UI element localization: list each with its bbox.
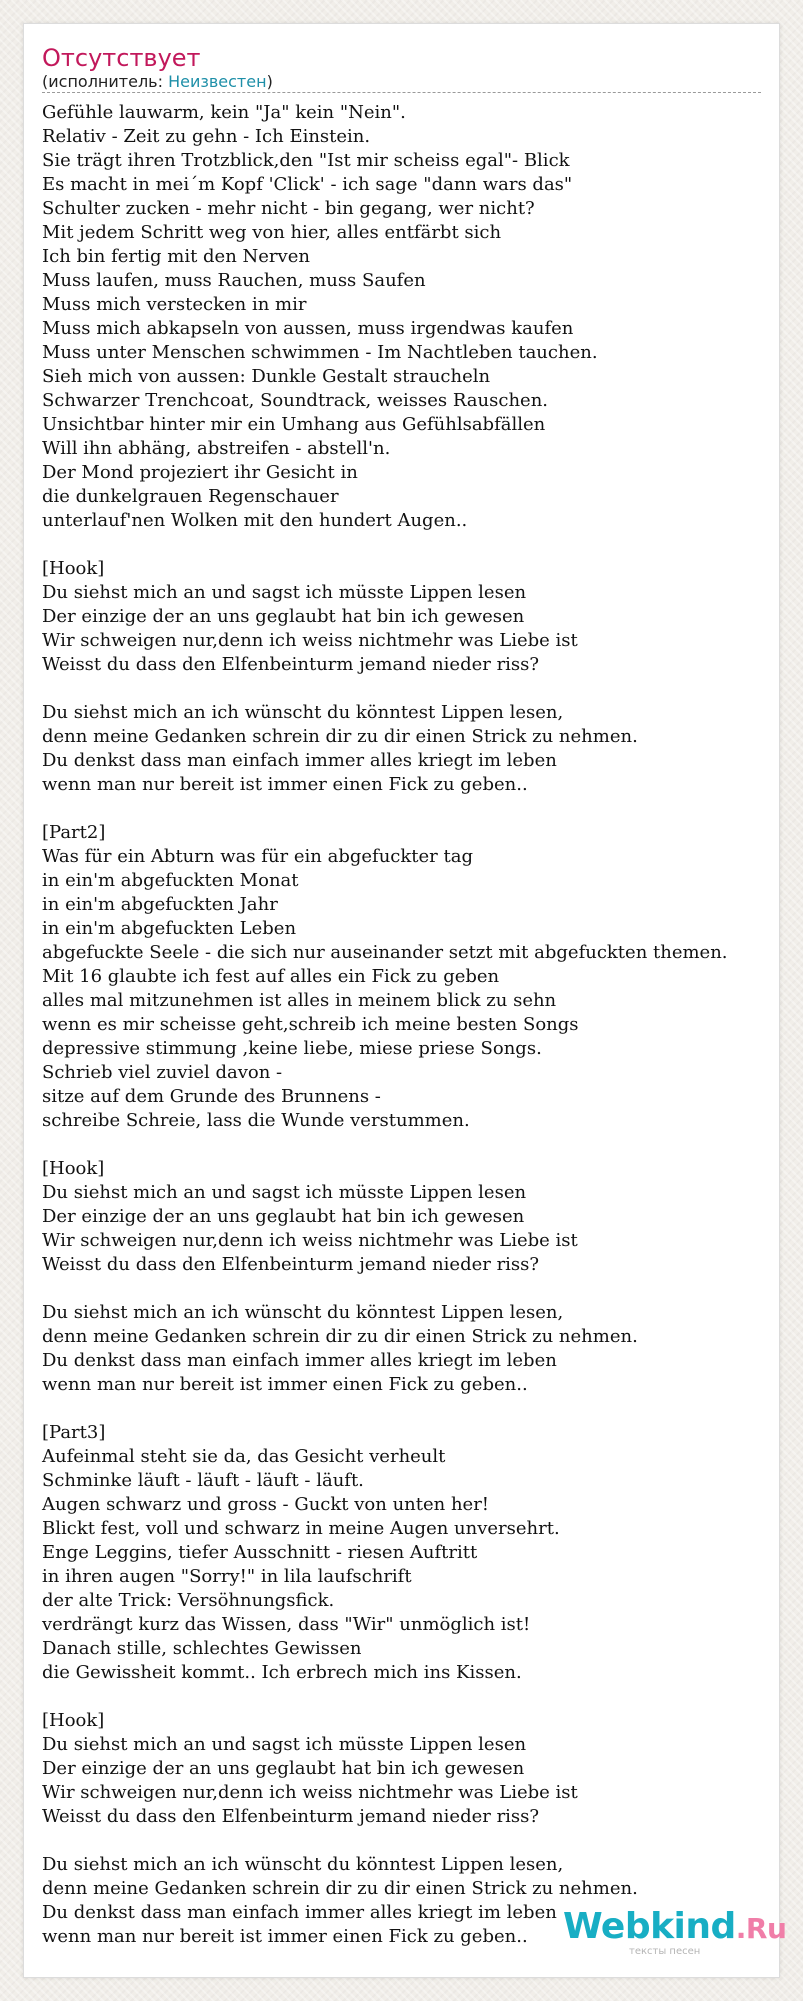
lyric-line: Sieh mich von aussen: Dunkle Gestalt straucheln bbox=[42, 366, 491, 387]
lyric-line: Wir schweigen nur,denn ich weiss nichtmehr was Liebe ist bbox=[42, 1230, 578, 1251]
lyric-line: Muss mich verstecken in mir bbox=[42, 294, 307, 315]
logo-tagline: тексты песен bbox=[629, 1946, 701, 1957]
lyric-line: wenn man nur bereit ist immer einen Fick zu geben.. bbox=[42, 1374, 528, 1395]
lyric-line: Aufeinmal steht sie da, das Gesicht verheult bbox=[42, 1446, 446, 1467]
lyric-line: Was für ein Abturn was für ein abgefuckter tag bbox=[42, 846, 473, 867]
lyrics-card bbox=[23, 23, 780, 1978]
lyric-line: Du siehst mich an und sagst ich müsste Lippen lesen bbox=[42, 1182, 527, 1203]
lyric-line: depressive stimmung ,keine liebe, miese priese Songs. bbox=[42, 1038, 542, 1059]
lyric-line: Weisst du dass den Elfenbeinturm jemand nieder riss? bbox=[42, 654, 540, 675]
lyric-line: in ein'm abgefuckten Monat bbox=[42, 870, 299, 891]
lyric-line: Du siehst mich an ich wünscht du könntest Lippen lesen, bbox=[42, 702, 564, 723]
lyric-line: Sie trägt ihren Trotzblick,den "Ist mir scheiss egal"- Blick bbox=[42, 150, 570, 171]
lyric-line: Du siehst mich an ich wünscht du könntest Lippen lesen, bbox=[42, 1854, 564, 1875]
lyric-line: Es macht in mei´m Kopf 'Click' - ich sage "dann wars das" bbox=[42, 174, 573, 195]
lyric-line: Wir schweigen nur,denn ich weiss nichtmehr was Liebe ist bbox=[42, 1782, 578, 1803]
logo-name: Webkind bbox=[563, 1906, 736, 1947]
lyric-line: Ich bin fertig mit den Nerven bbox=[42, 246, 310, 267]
lyric-line: in ein'm abgefuckten Jahr bbox=[42, 894, 278, 915]
lyric-line: Schwarzer Trenchcoat, Soundtrack, weisses Rauschen. bbox=[42, 390, 549, 411]
lyric-line: Schrieb viel zuviel davon - bbox=[42, 1062, 283, 1083]
performer-link[interactable]: Неизвестен bbox=[168, 72, 267, 91]
lyric-section-label: [Hook] bbox=[42, 1710, 105, 1731]
lyrics-text bbox=[42, 101, 728, 1949]
lyric-section-label: [Hook] bbox=[42, 1158, 105, 1179]
lyric-line: Muss laufen, muss Rauchen, muss Saufen bbox=[42, 270, 426, 291]
lyric-line: Der einzige der an uns geglaubt hat bin ich gewesen bbox=[42, 1206, 525, 1227]
lyric-line: in ihren augen "Sorry!" in lila laufschrift bbox=[42, 1566, 412, 1587]
lyric-line: die Gewissheit kommt.. Ich erbrech mich ins Kissen. bbox=[42, 1662, 522, 1683]
lyric-line: Danach stille, schlechtes Gewissen bbox=[42, 1638, 362, 1659]
lyric-line: Du siehst mich an und sagst ich müsste Lippen lesen bbox=[42, 1734, 527, 1755]
performer-prefix: (исполнитель: bbox=[42, 72, 169, 91]
lyric-line: Wir schweigen nur,denn ich weiss nichtmehr was Liebe ist bbox=[42, 630, 578, 651]
song-title: Отсутствует bbox=[42, 44, 201, 72]
lyric-line: Der einzige der an uns geglaubt hat bin ich gewesen bbox=[42, 1758, 525, 1779]
lyric-line: Unsichtbar hinter mir ein Umhang aus Gefühlsabfällen bbox=[42, 414, 546, 435]
lyric-line: Du siehst mich an ich wünscht du könntest Lippen lesen, bbox=[42, 1302, 564, 1323]
lyric-line: sitze auf dem Grunde des Brunnens - bbox=[42, 1086, 381, 1107]
lyric-line: unterlauf'nen Wolken mit den hundert Augen.. bbox=[42, 510, 468, 531]
lyric-line: verdrängt kurz das Wissen, dass "Wir" unmöglich ist! bbox=[42, 1614, 531, 1635]
lyric-line: die dunkelgrauen Regenschauer bbox=[42, 486, 339, 507]
lyric-line: denn meine Gedanken schrein dir zu dir einen Strick zu nehmen. bbox=[42, 1326, 638, 1347]
lyric-line: Blickt fest, voll und schwarz in meine Augen unversehrt. bbox=[42, 1518, 560, 1539]
lyric-line: denn meine Gedanken schrein dir zu dir einen Strick zu nehmen. bbox=[42, 1878, 638, 1899]
lyric-line: Weisst du dass den Elfenbeinturm jemand nieder riss? bbox=[42, 1254, 540, 1275]
lyric-line: Du denkst dass man einfach immer alles kriegt im leben bbox=[42, 1350, 557, 1371]
webkind-logo bbox=[563, 1906, 786, 1950]
lyric-line: wenn man nur bereit ist immer einen Fick zu geben.. bbox=[42, 774, 528, 795]
lyric-line: Du siehst mich an und sagst ich müsste Lippen lesen bbox=[42, 582, 527, 603]
lyric-line: der alte Trick: Versöhnungsfick. bbox=[42, 1590, 335, 1611]
lyric-line: denn meine Gedanken schrein dir zu dir einen Strick zu nehmen. bbox=[42, 726, 638, 747]
lyric-line: wenn man nur bereit ist immer einen Fick zu geben.. bbox=[42, 1926, 528, 1947]
lyric-line: abgefuckte Seele - die sich nur auseinander setzt mit abgefuckten themen. bbox=[42, 942, 728, 963]
lyric-line: Mit 16 glaubte ich fest auf alles ein Fick zu geben bbox=[42, 966, 500, 987]
lyric-line: schreibe Schreie, lass die Wunde verstummen. bbox=[42, 1110, 470, 1131]
lyric-line: Relativ - Zeit zu gehn - Ich Einstein. bbox=[42, 126, 371, 147]
lyric-line: alles mal mitzunehmen ist alles in meinem blick zu sehn bbox=[42, 990, 557, 1011]
lyric-line: Muss unter Menschen schwimmen - Im Nachtleben tauchen. bbox=[42, 342, 598, 363]
lyric-line: Der Mond projeziert ihr Gesicht in bbox=[42, 462, 358, 483]
lyric-line: Schulter zucken - mehr nicht - bin gegang, wer nicht? bbox=[42, 198, 535, 219]
performer-suffix: ) bbox=[266, 72, 273, 91]
logo-tld: .Ru bbox=[735, 1912, 787, 1945]
lyric-line: Der einzige der an uns geglaubt hat bin ich gewesen bbox=[42, 606, 525, 627]
performer-line bbox=[42, 71, 273, 93]
dashed-divider bbox=[42, 92, 761, 93]
lyric-line: wenn es mir scheisse geht,schreib ich meine besten Songs bbox=[42, 1014, 579, 1035]
lyric-section-label: [Part2] bbox=[42, 822, 106, 843]
lyric-line: Du denkst dass man einfach immer alles kriegt im leben bbox=[42, 750, 557, 771]
lyric-line: Du denkst dass man einfach immer alles kriegt im leben bbox=[42, 1902, 557, 1923]
lyric-line: Will ihn abhäng, abstreifen - abstell'n. bbox=[42, 438, 391, 459]
lyric-section-label: [Part3] bbox=[42, 1422, 106, 1443]
lyric-line: Weisst du dass den Elfenbeinturm jemand nieder riss? bbox=[42, 1806, 540, 1827]
lyric-line: Muss mich abkapseln von aussen, muss irgendwas kaufen bbox=[42, 318, 574, 339]
lyric-line: Gefühle lauwarm, kein "Ja" kein "Nein". bbox=[42, 102, 406, 123]
lyric-line: Mit jedem Schritt weg von hier, alles entfärbt sich bbox=[42, 222, 502, 243]
lyric-line: Enge Leggins, tiefer Ausschnitt - riesen Auftritt bbox=[42, 1542, 478, 1563]
lyric-line: Schminke läuft - läuft - läuft - läuft. bbox=[42, 1470, 364, 1491]
webkind-logo-watermark[interactable] bbox=[563, 1904, 787, 1966]
lyric-line: Augen schwarz und gross - Guckt von unten her! bbox=[42, 1494, 490, 1515]
lyric-section-label: [Hook] bbox=[42, 558, 105, 579]
lyric-line: in ein'm abgefuckten Leben bbox=[42, 918, 297, 939]
